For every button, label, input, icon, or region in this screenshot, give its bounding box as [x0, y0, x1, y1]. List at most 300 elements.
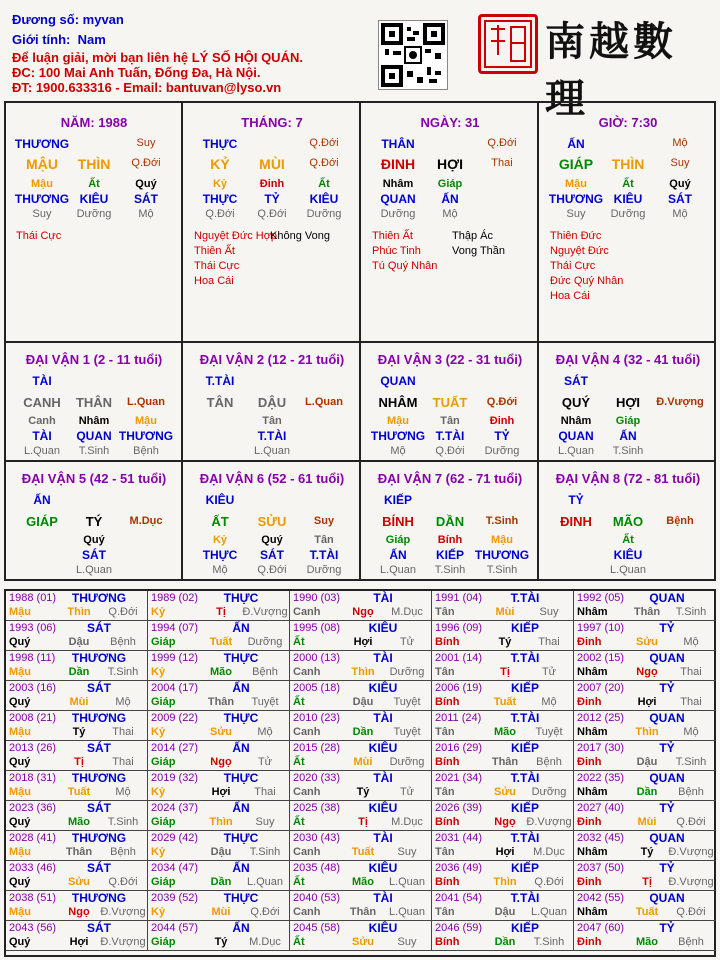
year-god: TÀI	[373, 891, 393, 905]
pillar-branch: MÙI	[259, 156, 285, 172]
dai-van-hidden-stem: Giáp	[615, 415, 641, 427]
year-god: THỰC	[223, 771, 259, 785]
dai-van-stem: GIÁP	[26, 514, 58, 529]
pillar-stem-god: ẤN	[567, 137, 585, 151]
hidden-god: SÁT	[668, 192, 692, 206]
year-cell	[574, 711, 716, 741]
hidden-stem: Quý	[135, 178, 157, 190]
year-god: QUAN	[649, 771, 685, 785]
year-label: 2040 (53)	[293, 892, 341, 904]
dai-van-hidden-god: QUAN	[76, 429, 112, 443]
year-label: 1989 (02)	[151, 592, 199, 604]
year-branch: Dần	[210, 876, 232, 888]
year-cell	[432, 891, 574, 921]
year-stem: Quý	[9, 636, 31, 648]
year-stem: Tân	[435, 606, 455, 618]
year-cell	[432, 591, 574, 621]
year-god: TỶ	[659, 921, 675, 935]
year-label: 2008 (21)	[9, 712, 57, 724]
year-cell	[290, 651, 432, 681]
dai-van-hidden-phase: Mộ	[212, 564, 228, 576]
dai-van-hidden-phase: T.Sinh	[434, 564, 466, 576]
year-phase: L.Quan	[530, 906, 568, 918]
year-god: KIẾP	[510, 741, 539, 755]
hidden-god: THƯƠNG	[14, 192, 70, 206]
hidden-stem: Đinh	[259, 178, 285, 190]
year-label: 2016 (29)	[435, 742, 483, 754]
dai-van-hidden-phase: Dưỡng	[306, 564, 342, 576]
hidden-phase: Mộ	[138, 208, 154, 220]
year-cell	[574, 861, 716, 891]
year-branch: Tý	[356, 786, 370, 798]
hidden-phase: Dưỡng	[610, 208, 646, 220]
year-phase: T.Sinh	[249, 846, 281, 858]
year-god: THỰC	[223, 591, 259, 605]
year-phase: Dưỡng	[389, 756, 425, 768]
pillar-branch-phase: Q.Đới	[131, 157, 161, 169]
year-branch: Tý	[214, 936, 228, 948]
year-phase: Thai	[254, 786, 276, 798]
dai-van-stem: NHÂM	[378, 395, 418, 410]
dai-van-hidden-stem: Giáp	[385, 534, 411, 546]
year-cell	[6, 651, 148, 681]
year-label: 2042 (55)	[577, 892, 625, 904]
year-stem: Giáp	[151, 936, 176, 948]
dai-van-hidden-phase: T.Sinh	[486, 564, 518, 576]
dai-van-god: ẤN	[33, 493, 51, 507]
year-phase: M.Dục	[533, 846, 565, 858]
year-branch: Mão	[68, 816, 90, 828]
year-phase: Đ.Vượng	[100, 936, 146, 948]
year-branch: Thân	[633, 606, 661, 618]
year-label: 2011 (24)	[435, 712, 482, 724]
dai-van-hidden-phase: Mộ	[390, 445, 406, 457]
year-phase: Đ.Vượng	[242, 606, 288, 618]
pillar-branch-phase: Thai	[491, 157, 513, 169]
year-god: TỶ	[659, 621, 675, 635]
year-branch: Tý	[640, 846, 654, 858]
year-stem: Giáp	[151, 696, 176, 708]
year-phase: Bệnh	[536, 756, 562, 768]
hidden-phase: Q.Đới	[205, 208, 235, 220]
year-branch: Ngọ	[636, 666, 658, 678]
year-branch: Hợi	[69, 936, 89, 948]
year-cell	[290, 711, 432, 741]
year-label: 2041 (54)	[435, 892, 483, 904]
year-branch: Thân	[491, 756, 519, 768]
year-phase: Mộ	[115, 696, 131, 708]
year-branch: Thìn	[635, 726, 659, 738]
year-branch: Mão	[210, 666, 232, 678]
dai-van-stem: BÍNH	[382, 514, 414, 529]
year-label: 2044 (57)	[151, 922, 199, 934]
year-stem: Canh	[293, 606, 321, 618]
year-god: KIÊU	[368, 801, 398, 815]
dai-van-hidden-phase: L.Quan	[379, 564, 417, 576]
dai-van-branch: DẦN	[435, 514, 465, 529]
year-branch: Hợi	[353, 636, 373, 648]
year-phase: Bệnh	[110, 636, 136, 648]
year-phase: Thai	[538, 636, 560, 648]
dai-van-hidden-god: ẤN	[619, 429, 637, 443]
dai-van-stem: QUÝ	[561, 395, 591, 410]
year-stem: Bính	[435, 756, 460, 768]
pillar-stem-god: THỰC	[202, 137, 238, 151]
year-stem: Mậu	[9, 606, 31, 618]
year-cell	[290, 921, 432, 951]
dai-van-title: ĐẠI VẬN 5 (42 - 51 tuổi)	[21, 471, 167, 486]
year-label: 2015 (28)	[293, 742, 341, 754]
star-good: Thái Cực	[194, 260, 240, 272]
dai-van-hidden-phase: L.Quan	[557, 445, 595, 457]
year-stem: Kỷ	[151, 846, 166, 858]
year-label: 1997 (10)	[577, 622, 625, 634]
year-branch: Thân	[207, 696, 235, 708]
year-phase: Tuyệt	[393, 726, 421, 738]
dai-van-hidden-phase: Q.Đới	[435, 445, 465, 457]
year-label: 2009 (22)	[151, 712, 199, 724]
year-cell	[6, 711, 148, 741]
pillar-top-phase: Q.Đới	[309, 137, 339, 149]
year-god: TÀI	[373, 771, 393, 785]
year-cell	[148, 921, 290, 951]
pillar-branch: THÌN	[77, 156, 111, 172]
year-phase: L.Quan	[246, 876, 284, 888]
year-phase: L.Quan	[388, 906, 426, 918]
year-god: ẤN	[232, 681, 250, 695]
year-stem: Kỷ	[151, 786, 166, 798]
year-god: T.TÀI	[510, 651, 540, 665]
dai-van-hidden-phase: L.Quan	[253, 445, 291, 457]
year-god: TÀI	[373, 831, 393, 845]
year-cell	[148, 771, 290, 801]
year-cell	[290, 591, 432, 621]
year-god: SÁT	[87, 741, 111, 755]
year-god: ẤN	[232, 861, 250, 875]
red-seal-logo	[478, 14, 538, 74]
dai-van-hidden-stem: Tân	[440, 415, 460, 427]
year-stem: Bính	[435, 876, 460, 888]
year-phase: Tuyệt	[393, 696, 421, 708]
year-label: 1995 (08)	[293, 622, 341, 634]
year-branch: Sửu	[635, 636, 659, 648]
year-label: 1991 (04)	[435, 592, 483, 604]
year-label: 2003 (16)	[9, 682, 57, 694]
dai-van-hidden-god: T.TÀI	[309, 548, 339, 562]
year-god: QUAN	[649, 891, 685, 905]
year-label: 2013 (26)	[9, 742, 57, 754]
year-cell	[148, 651, 290, 681]
pillar-stem: KỶ	[210, 156, 230, 172]
dai-van-hidden-stem: Mậu	[387, 415, 409, 427]
year-cell	[290, 891, 432, 921]
dai-van-hidden-god: THỰC	[202, 548, 238, 562]
gender-value: Nam	[77, 32, 106, 47]
year-branch: Dần	[352, 726, 374, 738]
year-stem: Tân	[435, 726, 455, 738]
year-stem: Quý	[9, 696, 31, 708]
year-stem: Nhâm	[577, 666, 608, 678]
year-stem: Tân	[435, 666, 455, 678]
year-stem: Giáp	[151, 816, 176, 828]
star-good: Thiên Ất	[194, 245, 235, 257]
year-cell	[290, 771, 432, 801]
year-label: 1990 (03)	[293, 592, 341, 604]
year-phase: Tử	[399, 786, 415, 798]
year-cell	[574, 591, 716, 621]
hidden-god: SÁT	[134, 192, 158, 206]
year-cell	[432, 831, 574, 861]
year-branch: Hợi	[211, 786, 231, 798]
dai-van-hidden-stem: Ất	[622, 534, 634, 546]
year-phase: Mộ	[683, 636, 699, 648]
year-god: TỶ	[659, 801, 675, 815]
hidden-god: KIÊU	[309, 192, 339, 206]
hidden-phase: Suy	[566, 208, 586, 220]
dai-van-stem: TÂN	[206, 395, 234, 410]
year-god: KIÊU	[368, 621, 398, 635]
dai-van-title: ĐẠI VẬN 1 (2 - 11 tuổi)	[25, 352, 163, 367]
year-god: SÁT	[87, 621, 111, 635]
year-god: THƯƠNG	[71, 771, 127, 785]
year-stem: Nhâm	[577, 846, 608, 858]
year-phase: T.Sinh	[675, 756, 707, 768]
year-label: 2018 (31)	[9, 772, 57, 784]
year-cell	[574, 891, 716, 921]
year-label: 2035 (48)	[293, 862, 341, 874]
year-branch: Tuất	[67, 786, 91, 798]
year-phase: Mộ	[115, 786, 131, 798]
year-cell	[432, 651, 574, 681]
year-cell	[148, 621, 290, 651]
year-stem: Giáp	[151, 636, 176, 648]
year-cell	[432, 741, 574, 771]
year-phase: Q.Đới	[108, 606, 138, 618]
year-branch: Dần	[68, 666, 90, 678]
year-phase: Q.Đới	[108, 876, 138, 888]
year-phase: Dưỡng	[531, 786, 567, 798]
year-god: QUAN	[649, 711, 685, 725]
dai-van-hidden-god: KIÊU	[613, 548, 643, 562]
year-stem: Kỷ	[151, 606, 166, 618]
dai-van-phase: Q.Đới	[486, 396, 518, 408]
year-phase: Suy	[255, 816, 275, 828]
year-cell	[6, 621, 148, 651]
star-good: Thiên Ất	[372, 230, 413, 242]
year-label: 2012 (25)	[577, 712, 625, 724]
year-label: 2025 (38)	[293, 802, 341, 814]
year-label: 2034 (47)	[151, 862, 199, 874]
year-stem: Ất	[293, 636, 305, 648]
year-cell	[6, 891, 148, 921]
year-branch: Hợi	[637, 696, 657, 708]
year-god: ẤN	[232, 801, 250, 815]
dai-van-hidden-god: SÁT	[260, 548, 284, 562]
hidden-phase: Suy	[32, 208, 52, 220]
year-god: THỰC	[223, 891, 259, 905]
year-label: 2036 (49)	[435, 862, 483, 874]
year-phase: Bệnh	[678, 936, 704, 948]
hidden-god: TỶ	[264, 192, 280, 206]
year-branch: Mùi	[353, 756, 373, 768]
year-phase: Q.Đới	[250, 906, 280, 918]
year-phase: Đ.Vượng	[100, 906, 146, 918]
year-god: ẤN	[232, 921, 250, 935]
year-label: 1999 (12)	[151, 652, 199, 664]
contact-line: Để luận giải, mời bạn liên hệ LÝ SỐ HỘI QUÁN.	[12, 50, 303, 65]
year-phase: Bệnh	[110, 846, 136, 858]
hidden-god: KIÊU	[613, 192, 643, 206]
year-branch: Dậu	[636, 756, 658, 768]
year-phase: Tử	[399, 636, 415, 648]
year-god: THƯƠNG	[71, 831, 127, 845]
pillar-top-phase: Suy	[136, 137, 156, 149]
year-branch: Thìn	[351, 666, 375, 678]
year-label: 2004 (17)	[151, 682, 199, 694]
year-phase: Đ.Vượng	[526, 816, 572, 828]
year-cell	[6, 801, 148, 831]
hidden-god: ẤN	[441, 192, 459, 206]
year-cell	[432, 861, 574, 891]
year-stem: Đinh	[577, 756, 602, 768]
dai-van-hidden-god: SÁT	[82, 548, 106, 562]
year-stem: Ất	[293, 816, 305, 828]
dai-van-title: ĐẠI VẬN 4 (32 - 41 tuổi)	[555, 352, 701, 367]
year-label: 1994 (07)	[151, 622, 199, 634]
year-god: THỰC	[223, 711, 259, 725]
star-other: Không Vong	[270, 230, 330, 242]
year-branch: Dậu	[68, 636, 90, 648]
year-branch: Sửu	[67, 876, 91, 888]
year-god: KIÊU	[368, 681, 398, 695]
hidden-stem: Mậu	[565, 178, 587, 190]
year-label: 2023 (36)	[9, 802, 57, 814]
year-label: 2027 (40)	[577, 802, 625, 814]
pillar-stem: MẬU	[26, 156, 58, 172]
dai-van-hidden-phase: T.Sinh	[612, 445, 644, 457]
year-branch: Thìn	[209, 816, 233, 828]
year-branch: Dậu	[352, 696, 374, 708]
year-stem: Quý	[9, 876, 31, 888]
year-stem: Đinh	[577, 876, 602, 888]
year-stem: Mậu	[9, 786, 31, 798]
year-branch: Tuất	[493, 696, 517, 708]
dai-van-god: T.TÀI	[205, 374, 235, 388]
dai-van-god: QUAN	[380, 374, 416, 388]
year-cell	[574, 741, 716, 771]
year-stem: Nhâm	[577, 726, 608, 738]
year-branch: Mùi	[211, 906, 231, 918]
year-label: 1996 (09)	[435, 622, 483, 634]
year-phase: Thai	[112, 726, 134, 738]
year-phase: Thai	[680, 696, 702, 708]
year-branch: Dậu	[210, 846, 232, 858]
pillar-top-phase: Q.Đới	[487, 137, 517, 149]
dai-van-god: SÁT	[564, 374, 588, 388]
year-cell	[148, 891, 290, 921]
year-god: ẤN	[232, 621, 250, 635]
year-cell	[574, 681, 716, 711]
year-phase: M.Dục	[249, 936, 281, 948]
year-god: QUAN	[649, 831, 685, 845]
year-branch: Thìn	[493, 876, 517, 888]
year-cell	[574, 801, 716, 831]
year-label: 2006 (19)	[435, 682, 483, 694]
year-god: KIẾP	[510, 861, 539, 875]
hidden-phase: Dưỡng	[380, 208, 416, 220]
year-branch: Mão	[636, 936, 658, 948]
dai-van-hidden-god: QUAN	[558, 429, 594, 443]
hidden-god: QUAN	[380, 192, 416, 206]
dai-van-phase: M.Dục	[129, 515, 163, 527]
dai-van-hidden-stem: Mậu	[135, 415, 157, 427]
qr-code-icon	[378, 20, 448, 90]
year-god: T.TÀI	[510, 831, 540, 845]
hidden-phase: Mộ	[672, 208, 688, 220]
year-cell	[6, 681, 148, 711]
year-god: TÀI	[373, 711, 393, 725]
dai-van-god: KIẾP	[383, 493, 413, 507]
year-branch: Ngọ	[210, 756, 232, 768]
dai-van-hidden-stem: Quý	[261, 534, 283, 546]
year-cell	[290, 681, 432, 711]
year-phase: M.Dục	[391, 816, 423, 828]
year-branch: Ngọ	[68, 906, 90, 918]
year-label: 2010 (23)	[293, 712, 341, 724]
year-god: THỰC	[223, 651, 259, 665]
year-branch: Tị	[74, 756, 84, 768]
year-label: 2047 (60)	[577, 922, 625, 934]
year-cell	[432, 711, 574, 741]
year-stem: Giáp	[151, 876, 176, 888]
dai-van-hidden-god: THƯƠNG	[118, 429, 174, 443]
year-god: SÁT	[87, 861, 111, 875]
dai-van-hidden-god: KIẾP	[435, 548, 465, 562]
year-cell	[574, 921, 716, 951]
year-label: 2039 (52)	[151, 892, 199, 904]
dai-van-stem: ĐINH	[560, 514, 592, 529]
year-branch: Ngọ	[352, 606, 374, 618]
year-god: TỶ	[659, 741, 675, 755]
pillar-stem-god: THƯƠNG	[14, 137, 70, 151]
year-stem: Tân	[435, 846, 455, 858]
year-branch: Sửu	[209, 726, 233, 738]
dai-van-hidden-phase: Bệnh	[133, 445, 159, 457]
dai-van-stem: CANH	[23, 395, 61, 410]
star-good: Hoa Cái	[550, 290, 590, 302]
year-cell	[432, 771, 574, 801]
year-god: THƯƠNG	[71, 651, 127, 665]
year-cell	[6, 771, 148, 801]
dai-van-phase: L.Quan	[127, 396, 165, 408]
hidden-phase: Dưỡng	[76, 208, 112, 220]
year-stem: Kỷ	[151, 726, 166, 738]
year-stem: Tân	[435, 906, 455, 918]
gender-label: Giới tính:	[12, 32, 71, 47]
year-phase: Q.Đới	[676, 816, 706, 828]
year-branch: Tị	[216, 606, 226, 618]
year-branch: Tị	[642, 876, 652, 888]
year-stem: Mậu	[9, 666, 31, 678]
star-good: Nguyệt Đức	[550, 245, 609, 257]
year-phase: Mộ	[683, 726, 699, 738]
dai-van-hidden-god: TỶ	[494, 429, 510, 443]
year-cell	[6, 831, 148, 861]
year-stem: Nhâm	[577, 906, 608, 918]
pillar-branch-phase: Q.Đới	[309, 157, 339, 169]
year-label: 2024 (37)	[151, 802, 199, 814]
header	[0, 0, 720, 122]
